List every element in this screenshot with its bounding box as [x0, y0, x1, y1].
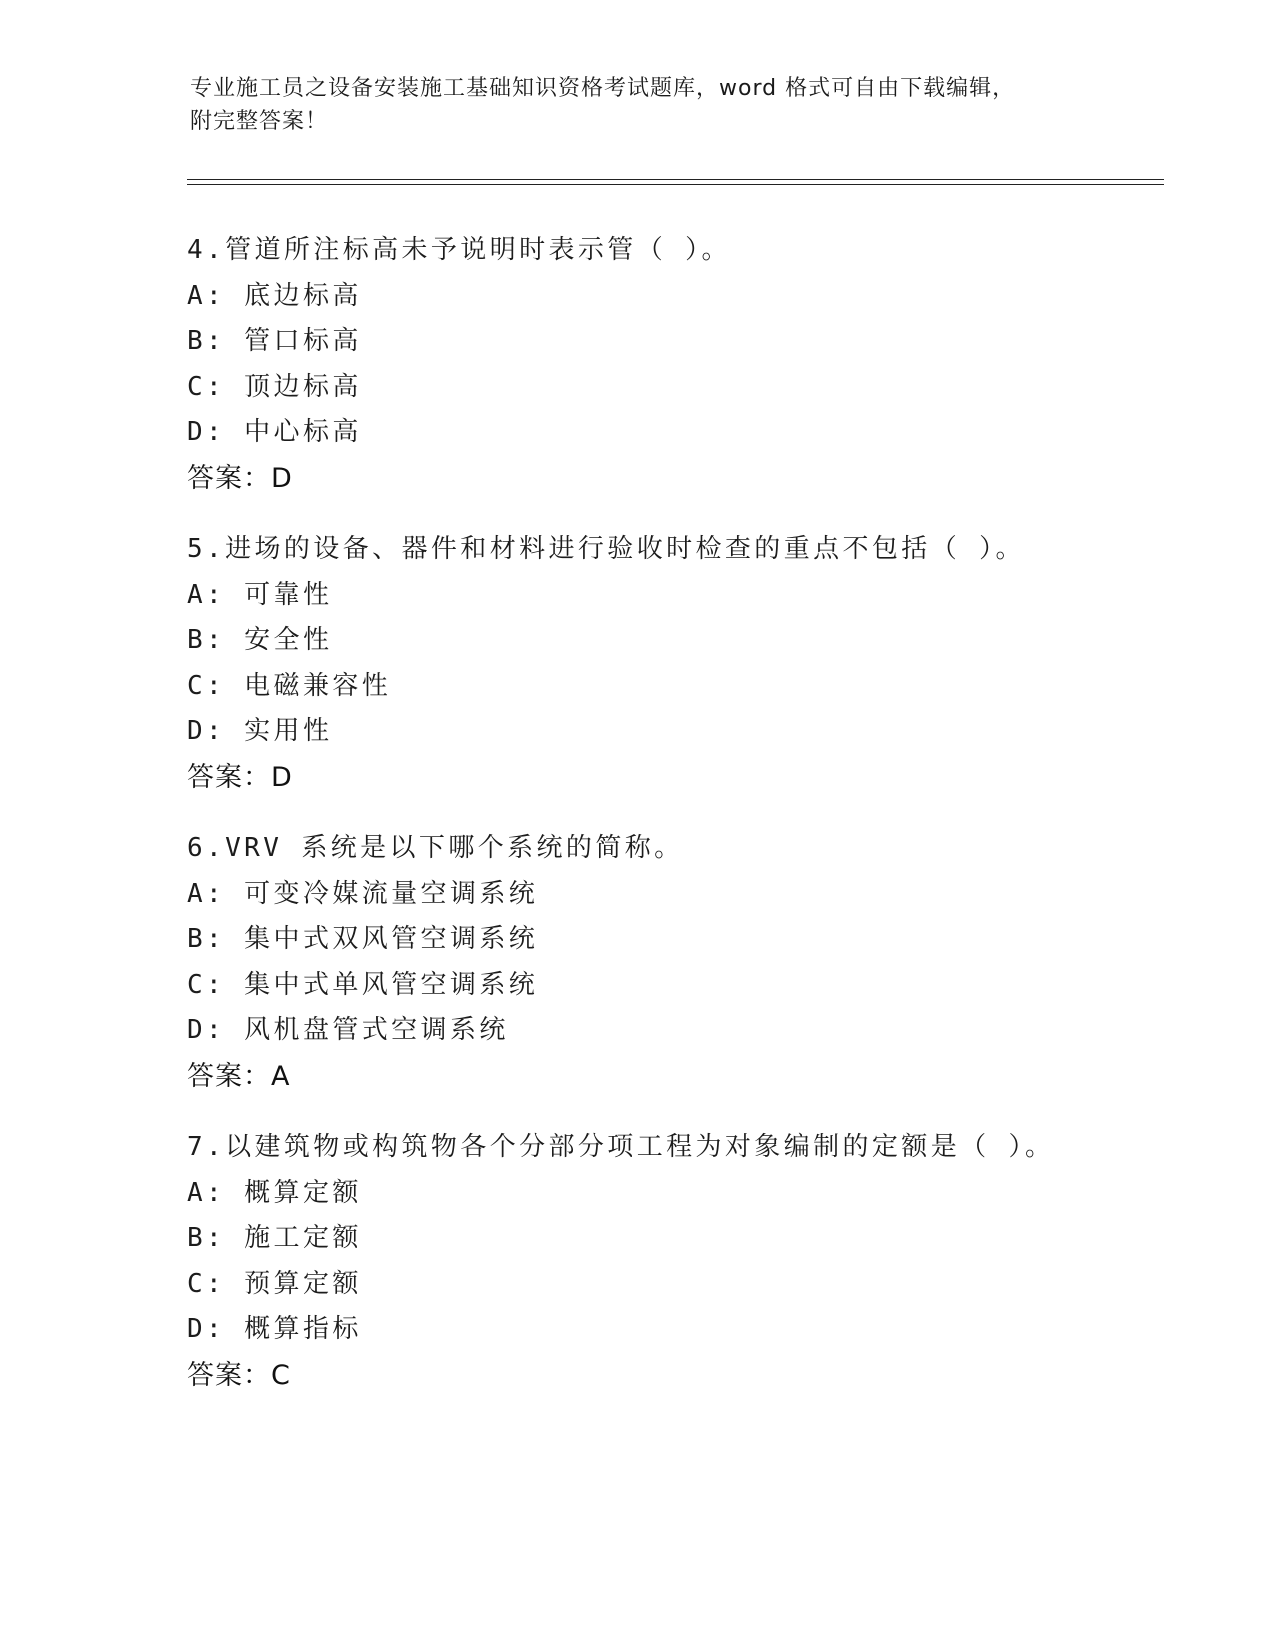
- option-c: C: 电磁兼容性: [187, 670, 392, 701]
- option-c: C: 集中式单风管空调系统: [187, 969, 539, 1000]
- question-6: [187, 826, 1167, 1099]
- option-b: B: 安全性: [187, 625, 333, 655]
- option-b: B: 施工定额: [187, 1223, 362, 1253]
- question-text: 6.VRV 系统是以下哪个系统的简称。: [187, 833, 684, 863]
- answer-label: 答案：D: [187, 761, 293, 793]
- document-header: [190, 72, 1090, 138]
- question-text: 4.管道所注标高未予说明时表示管（ ）。: [187, 235, 731, 265]
- header-divider-top: [187, 179, 1164, 180]
- option-d: D: 中心标高: [187, 417, 362, 447]
- option-d: D: 风机盘管式空调系统: [187, 1015, 509, 1045]
- answer-label: 答案：C: [187, 1359, 291, 1391]
- option-a: A: 可变冷媒流量空调系统: [187, 878, 539, 909]
- question-7: [187, 1125, 1167, 1398]
- answer-label: 答案：A: [187, 1060, 291, 1092]
- header-line-2: 附完整答案！: [190, 109, 329, 134]
- question-list: [187, 228, 1167, 1424]
- question-text: 5.进场的设备、器件和材料进行验收时检查的重点不包括（ ）。: [187, 534, 1025, 564]
- option-d: D: 概算指标: [187, 1314, 362, 1344]
- option-a: A: 概算定额: [187, 1177, 362, 1208]
- option-d: D: 实用性: [187, 716, 333, 746]
- header-divider-bottom: [187, 184, 1164, 185]
- answer-label: 答案：D: [187, 462, 293, 494]
- option-b: B: 管口标高: [187, 326, 362, 356]
- option-a: A: 可靠性: [187, 579, 333, 610]
- option-c: C: 预算定额: [187, 1268, 362, 1299]
- question-5: [187, 527, 1167, 800]
- option-a: A: 底边标高: [187, 280, 362, 311]
- option-b: B: 集中式双风管空调系统: [187, 924, 539, 954]
- question-text: 7.以建筑物或构筑物各个分部分项工程为对象编制的定额是（ ）。: [187, 1132, 1055, 1162]
- option-c: C: 顶边标高: [187, 371, 362, 402]
- header-line-1: 专业施工员之设备安装施工基础知识资格考试题库，word 格式可自由下载编辑，: [190, 76, 1016, 101]
- question-4: [187, 228, 1167, 501]
